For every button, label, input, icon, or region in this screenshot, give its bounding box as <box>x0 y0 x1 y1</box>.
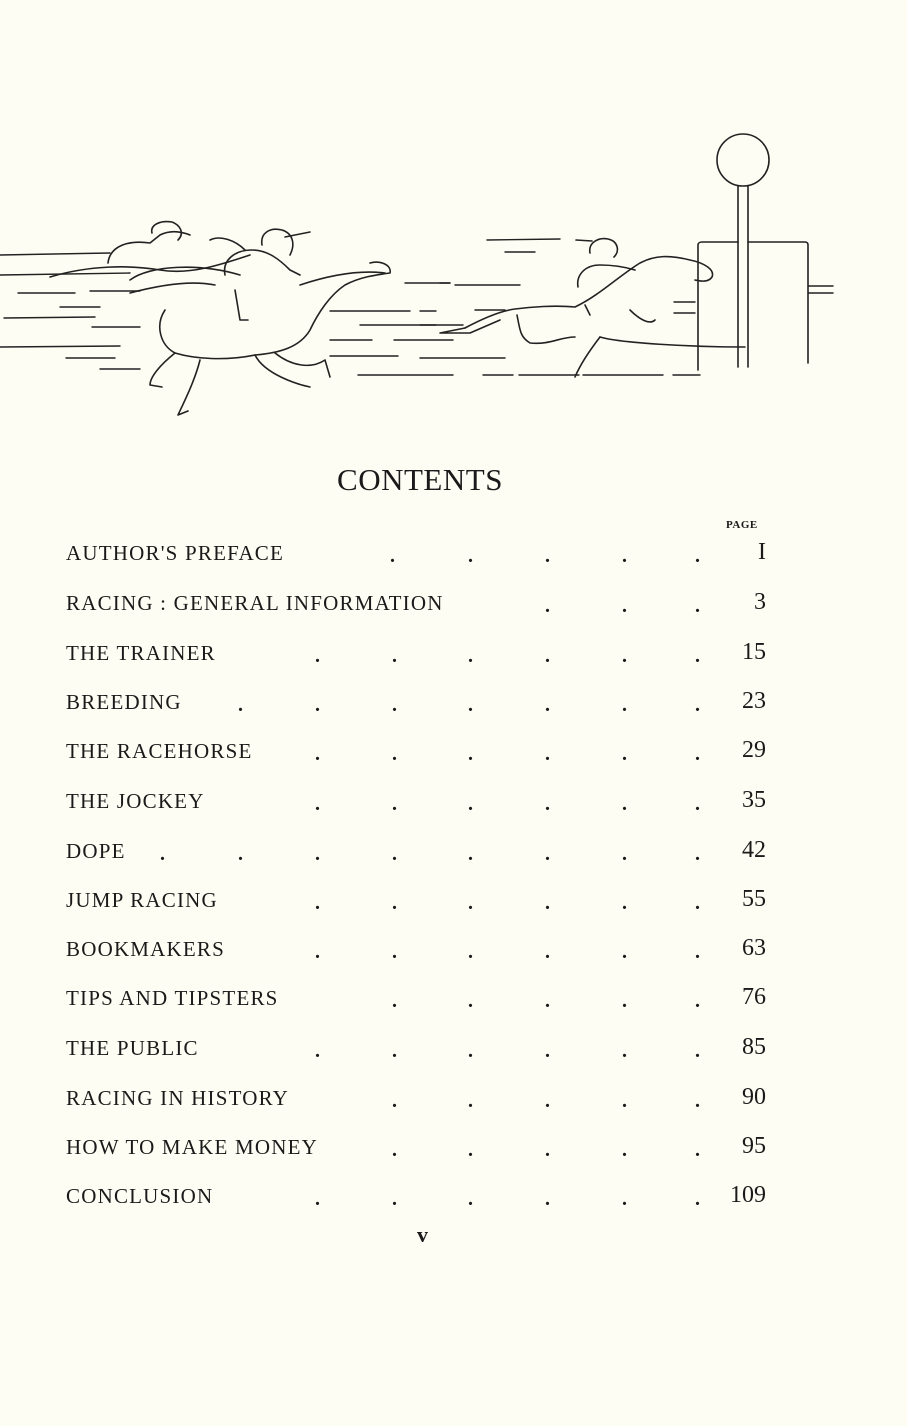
leader-dot: . <box>545 892 550 914</box>
leader-dot: . <box>392 1188 397 1210</box>
leader-dot: . <box>315 941 320 963</box>
toc-entry-page-number: 35 <box>742 787 766 813</box>
toc-entry[interactable] <box>66 641 766 671</box>
toc-entry[interactable] <box>66 1036 766 1066</box>
leader-dot: . <box>695 941 700 963</box>
leader-dot: . <box>468 1139 473 1161</box>
toc-entry-title: TIPS AND TIPSTERS <box>66 986 279 1010</box>
toc-entry-title: CONCLUSION <box>66 1184 214 1208</box>
leader-dot: . <box>315 1040 320 1062</box>
leader-dot: . <box>392 941 397 963</box>
leader-dot: . <box>315 743 320 765</box>
leader-dot: . <box>545 694 550 716</box>
leader-dot: . <box>392 1090 397 1112</box>
toc-entry-title: RACING IN HISTORY <box>66 1086 290 1110</box>
toc-entry[interactable] <box>66 739 766 769</box>
leader-dot: . <box>622 743 627 765</box>
leader-dot: . <box>622 545 627 567</box>
leader-dot: . <box>468 545 473 567</box>
leader-dot: . <box>392 694 397 716</box>
leader-dot: . <box>695 892 700 914</box>
leader-dot: . <box>695 843 700 865</box>
toc-entry-title: RACING : GENERAL INFORMATION <box>66 591 444 615</box>
toc-entry-page-number: 15 <box>742 639 766 665</box>
leader-dot: . <box>622 694 627 716</box>
toc-entry-title: THE RACEHORSE <box>66 739 253 763</box>
toc-entry-page-number: 76 <box>742 984 766 1010</box>
leader-dot: . <box>545 843 550 865</box>
leader-dot: . <box>392 1139 397 1161</box>
leader-dot: . <box>695 990 700 1012</box>
page-column-label: PAGE <box>726 519 758 531</box>
leader-dot: . <box>545 595 550 617</box>
toc-entry-title: THE PUBLIC <box>66 1036 199 1060</box>
leader-dot: . <box>622 793 627 815</box>
leader-dot: . <box>545 1188 550 1210</box>
leader-dot: . <box>622 990 627 1012</box>
leader-dot: . <box>545 645 550 667</box>
leader-dot: . <box>695 595 700 617</box>
toc-entry-title: BOOKMAKERS <box>66 937 226 961</box>
toc-entry-title: JUMP RACING <box>66 888 218 912</box>
leader-dot: . <box>468 793 473 815</box>
leader-dot: . <box>545 1090 550 1112</box>
toc-entry[interactable] <box>66 1086 766 1116</box>
toc-entry[interactable] <box>66 937 766 967</box>
leader-dot: . <box>315 1188 320 1210</box>
toc-entry[interactable] <box>66 690 766 720</box>
toc-entry-title: AUTHOR'S PREFACE <box>66 541 285 565</box>
toc-entry-page-number: 29 <box>742 737 766 763</box>
leader-dot: . <box>622 1188 627 1210</box>
leader-dot: . <box>695 1188 700 1210</box>
leader-dot: . <box>468 694 473 716</box>
leader-dot: . <box>392 990 397 1012</box>
toc-entry-page-number: 3 <box>754 589 766 615</box>
toc-entry-page-number: 23 <box>742 688 766 714</box>
leader-dot: . <box>622 645 627 667</box>
leader-dot: . <box>622 892 627 914</box>
toc-entry-title: BREEDING <box>66 690 182 714</box>
leader-dot: . <box>315 892 320 914</box>
leader-dot: . <box>695 645 700 667</box>
leader-dot: . <box>392 892 397 914</box>
leader-dot: . <box>695 694 700 716</box>
page-number-folio: v <box>417 1222 428 1247</box>
toc-entry-title: THE JOCKEY <box>66 789 205 813</box>
leader-dot: . <box>545 545 550 567</box>
leader-dot: . <box>695 1139 700 1161</box>
toc-entry-page-number: 90 <box>742 1084 766 1110</box>
leader-dot: . <box>545 1139 550 1161</box>
leader-dot: . <box>315 694 320 716</box>
leader-dot: . <box>468 1090 473 1112</box>
toc-entry-title: DOPE <box>66 839 126 863</box>
toc-entry[interactable] <box>66 541 766 571</box>
leader-dot: . <box>622 1090 627 1112</box>
toc-entry[interactable] <box>66 591 766 621</box>
leader-dot: . <box>622 1139 627 1161</box>
leader-dot: . <box>695 1090 700 1112</box>
leader-dot: . <box>238 843 243 865</box>
toc-entry-page-number: 63 <box>742 935 766 961</box>
toc-entry-page-number: 85 <box>742 1034 766 1060</box>
horse-racing-illustration <box>0 115 907 425</box>
leader-dot: . <box>622 1040 627 1062</box>
leader-dot: . <box>468 743 473 765</box>
toc-entry-page-number: 55 <box>742 886 766 912</box>
toc-entry-page-number: 95 <box>742 1133 766 1159</box>
leader-dot: . <box>468 843 473 865</box>
toc-entry-title: HOW TO MAKE MONEY <box>66 1135 318 1159</box>
toc-entry[interactable] <box>66 888 766 918</box>
leader-dot: . <box>545 793 550 815</box>
leader-dot: . <box>238 694 243 716</box>
leader-dot: . <box>468 1188 473 1210</box>
toc-entry-page-number: 42 <box>742 837 766 863</box>
leader-dot: . <box>695 1040 700 1062</box>
leader-dot: . <box>545 941 550 963</box>
leader-dot: . <box>468 645 473 667</box>
toc-entry[interactable] <box>66 789 766 819</box>
leader-dot: . <box>468 941 473 963</box>
toc-entry-page-number: 109 <box>730 1182 766 1208</box>
leader-dot: . <box>622 941 627 963</box>
leader-dot: . <box>695 743 700 765</box>
leader-dot: . <box>695 793 700 815</box>
leader-dot: . <box>545 990 550 1012</box>
leader-dot: . <box>160 843 165 865</box>
leader-dot: . <box>392 1040 397 1062</box>
toc-entry[interactable] <box>66 839 766 869</box>
leader-dot: . <box>468 1040 473 1062</box>
leader-dot: . <box>390 545 395 567</box>
toc-entry[interactable] <box>66 1184 766 1214</box>
leader-dot: . <box>315 843 320 865</box>
toc-entry-title: THE TRAINER <box>66 641 216 665</box>
toc-entry-page-number: I <box>758 539 766 565</box>
racehorses-drawing-icon <box>0 115 907 425</box>
leader-dot: . <box>392 645 397 667</box>
leader-dot: . <box>392 843 397 865</box>
toc-entry[interactable] <box>66 986 766 1016</box>
contents-heading: CONTENTS <box>337 462 503 497</box>
leader-dot: . <box>392 793 397 815</box>
leader-dot: . <box>468 990 473 1012</box>
leader-dot: . <box>468 892 473 914</box>
toc-entry[interactable] <box>66 1135 766 1165</box>
leader-dot: . <box>315 793 320 815</box>
leader-dot: . <box>545 1040 550 1062</box>
leader-dot: . <box>545 743 550 765</box>
leader-dot: . <box>695 545 700 567</box>
leader-dot: . <box>392 743 397 765</box>
leader-dot: . <box>315 645 320 667</box>
leader-dot: . <box>622 595 627 617</box>
leader-dot: . <box>622 843 627 865</box>
